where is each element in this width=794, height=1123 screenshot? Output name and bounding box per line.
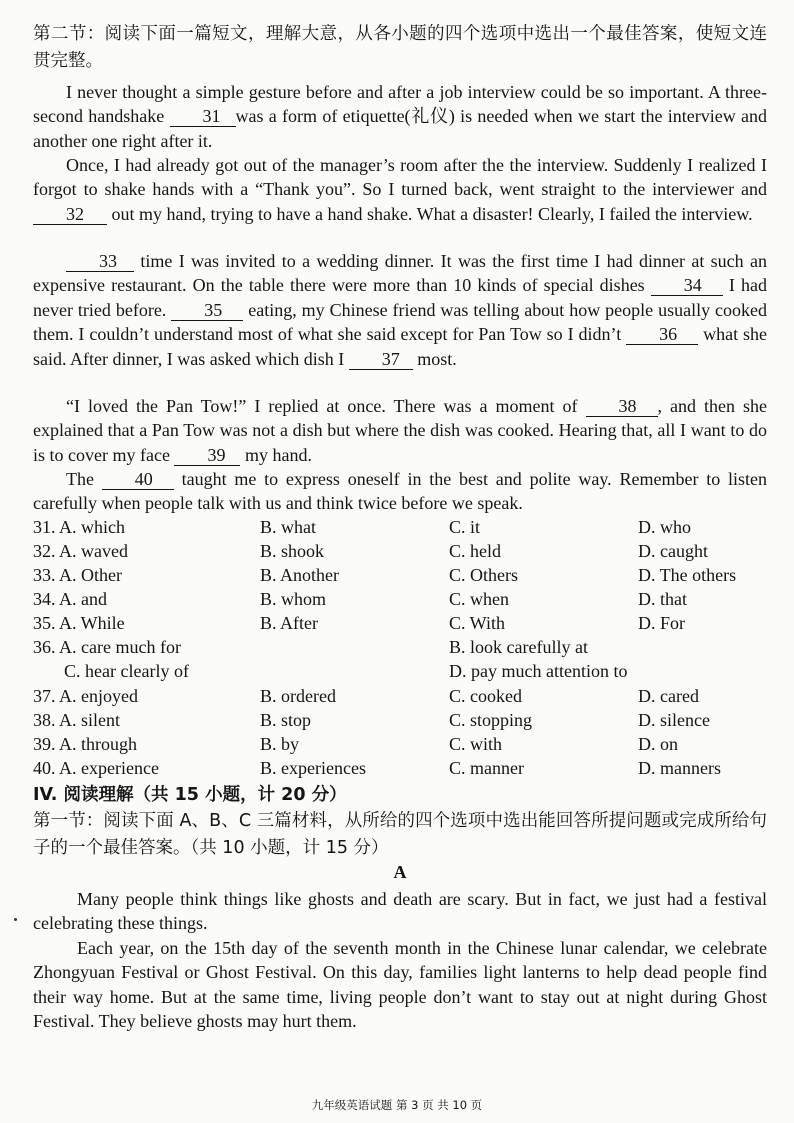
option-row-33: [33, 565, 773, 589]
option-a: 36. A. care much for: [33, 637, 181, 657]
paragraph-text: was a form of etiquette(礼仪) is needed when we start the interview and another one right after it.: [33, 106, 767, 151]
blank-37: 37: [349, 350, 413, 370]
option-b: B. Another: [260, 565, 339, 585]
section-instruction: 第二节：阅读下面一篇短文，理解大意，从各小题的四个选项中选出一个最佳答案，使短文连贯完整。: [33, 24, 767, 71]
option-row-37: [33, 686, 773, 710]
scan-dot: [14, 918, 17, 921]
part-heading: IV. 阅读理解（共 15 小题，计 20 分）: [33, 785, 347, 805]
passage-paragraph-1: [33, 80, 767, 153]
option-d: D. that: [638, 589, 687, 609]
passage-paragraph-4: [33, 394, 767, 467]
option-b: B. stop: [260, 710, 312, 730]
option-row-36: [33, 637, 773, 661]
option-c: C. Others: [449, 565, 518, 585]
option-a: 31. A. which: [33, 517, 125, 537]
passage-paragraph-3: [33, 249, 767, 371]
blank-33: 33: [66, 252, 134, 272]
option-row-38: [33, 710, 773, 734]
passage-a-paragraph-2: Each year, on the 15th day of the seventh month in the Chinese lunar calendar, we celebrate Zhongyuan Festival or Ghost Festival. On this day, families light lanterns to help dead people find their way home. But at the same time, living people don’t want to stay out at night during Ghost Festival. They believe ghosts may hurt them.: [33, 938, 767, 1032]
option-row-32: [33, 541, 773, 565]
blank-34: 34: [651, 276, 723, 296]
paragraph-text: “I loved the Pan Tow!” I replied at once. There was a moment of: [66, 396, 578, 416]
paragraph-text: I had never tried before.: [33, 275, 767, 320]
option-c: C. With: [449, 613, 505, 633]
passage-paragraph-2: [33, 153, 767, 226]
option-a: 40. A. experience: [33, 758, 159, 778]
option-row-31: [33, 517, 773, 541]
page-footer: 九年级英语试题 第 3 页 共 10 页: [311, 1098, 483, 1112]
option-row-34: [33, 589, 773, 613]
option-a: 33. A. Other: [33, 565, 122, 585]
passage-paragraph-5: [33, 467, 767, 516]
part-instruction: 第一节：阅读下面 A、B、C 三篇材料，从所给的四个选项中选出能回答所提问题或完成所给句子的一个最佳答案。（共 10 小题，计 15 分）: [33, 811, 767, 858]
option-row-39: [33, 734, 773, 758]
option-b: B. look carefully at: [449, 637, 588, 657]
option-a: 38. A. silent: [33, 710, 121, 730]
paragraph-text: out my hand, trying to have a hand shake. What a disaster! Clearly, I failed the interview.: [111, 203, 753, 224]
paragraph-text: The: [66, 469, 94, 489]
option-d: D. The others: [638, 565, 737, 585]
blank-35: 35: [171, 301, 243, 321]
option-a: 35. A. While: [33, 613, 125, 633]
paragraph-text: I never thought a simple gesture before and after a job interview could be so important. A three-second handshake: [33, 82, 767, 127]
option-b: B. what: [260, 517, 316, 537]
option-d: D. pay much attention to: [449, 661, 628, 681]
blank-40: 40: [102, 470, 174, 490]
option-c: C. hear clearly of: [64, 661, 189, 681]
option-a: 39. A. through: [33, 734, 138, 754]
option-d: D. caught: [638, 541, 708, 561]
option-c: C. manner: [449, 758, 524, 778]
option-c: C. with: [449, 734, 503, 754]
paragraph-text: what she said. After dinner, I was asked which dish I: [33, 324, 767, 369]
paragraph-text: my hand.: [244, 444, 312, 465]
passage-label: A: [393, 862, 407, 882]
option-c: C. stopping: [449, 710, 533, 730]
paragraph-text: time I was invited to a wedding dinner. It was the first time I had dinner at such an expensive restaurant. On the table there were more than 10 kinds of special dishes: [33, 251, 768, 296]
option-c: C. held: [449, 541, 501, 561]
paragraph-text: eating, my Chinese friend was telling about how people usually cooked them. I couldn’t understand most of what she said except for Pan Tow so I didn’t: [33, 299, 768, 345]
blank-39: 39: [174, 446, 240, 466]
option-row-40: [33, 758, 773, 782]
option-row-35: [33, 613, 773, 637]
option-d: D. cared: [638, 686, 699, 706]
option-b: B. shook: [260, 541, 325, 561]
option-d: D. For: [638, 613, 686, 633]
paragraph-text: most.: [417, 348, 457, 369]
option-b: B. After: [260, 613, 318, 633]
blank-31: 31: [170, 107, 236, 127]
option-b: B. by: [260, 734, 300, 754]
option-c: C. it: [449, 517, 481, 537]
option-c: C. cooked: [449, 686, 522, 706]
option-d: D. on: [638, 734, 678, 754]
option-d: D. manners: [638, 758, 721, 778]
blank-38: 38: [586, 397, 658, 417]
paragraph-text: , and then she explained that a Pan Tow was not a dish but where the dish was cooked. Hearing that, all I want to do is to cover my face: [33, 396, 767, 465]
blank-36: 36: [626, 325, 698, 345]
option-b: B. experiences: [260, 758, 366, 778]
option-b: B. whom: [260, 589, 327, 609]
option-d: D. who: [638, 517, 691, 537]
option-a: 32. A. waved: [33, 541, 128, 561]
option-c: C. when: [449, 589, 509, 609]
paragraph-text: taught me to express oneself in the best and polite way. Remember to listen carefully when people talk with us and think twice before we speak.: [33, 469, 768, 514]
option-a: 34. A. and: [33, 589, 107, 609]
blank-32: 32: [33, 205, 107, 225]
option-row-36-cont: [33, 661, 773, 685]
passage-a-paragraph-1: Many people think things like ghosts and death are scary. But in fact, we just had a festival celebrating these things.: [33, 889, 767, 934]
option-b: B. ordered: [260, 686, 336, 706]
option-d: D. silence: [638, 710, 710, 730]
option-a: 37. A. enjoyed: [33, 686, 138, 706]
paragraph-text: Once, I had already got out of the manager’s room after the the interview. Suddenly I realized I forgot to shake hands with a “Thank you”. So I turned back, went straight to the interviewer and: [33, 155, 767, 200]
